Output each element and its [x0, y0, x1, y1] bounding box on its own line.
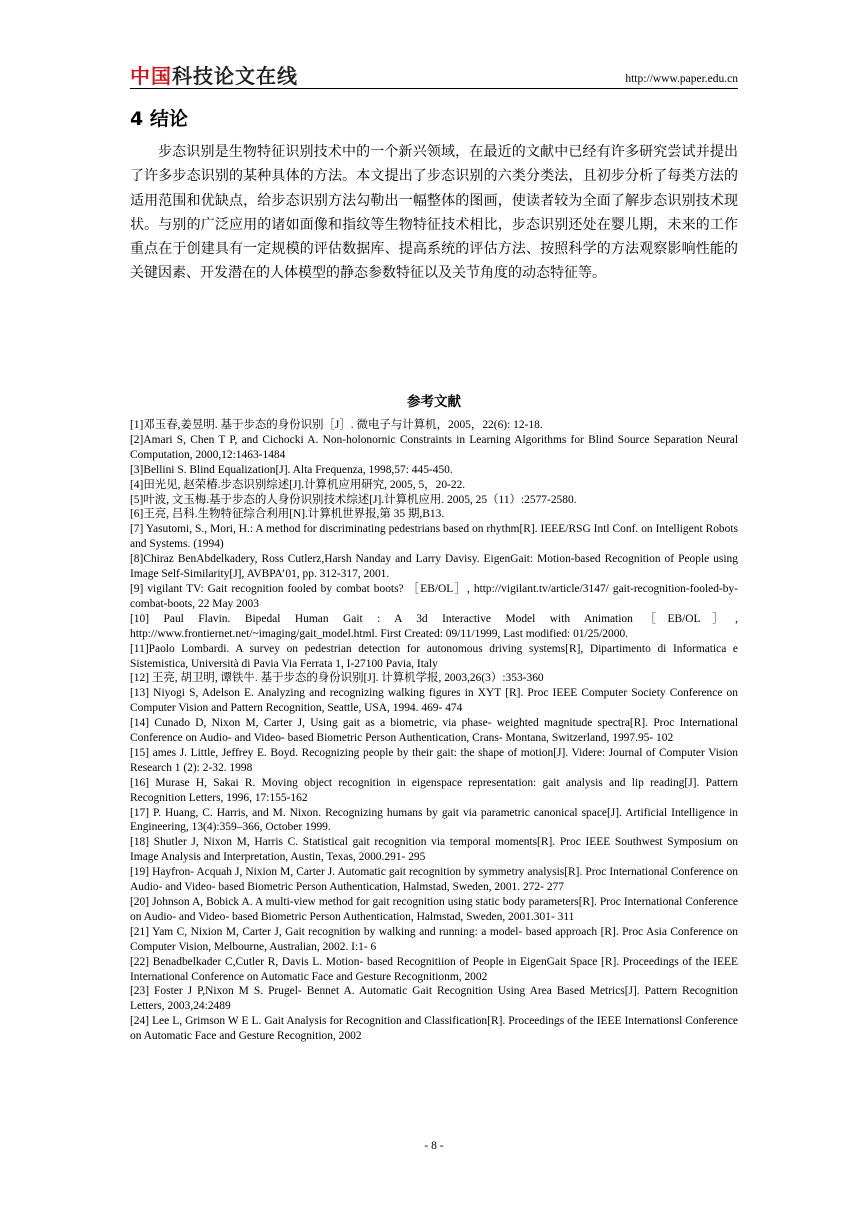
- reference-item: [6]王亮, 吕科.生物特征综合利用[N].计算机世界报,第 35 期,B13.: [130, 508, 445, 521]
- reference-item: [18] Shutler J, Nixon M, Harris C. Statistical gait recognition via temporal moments[R]. Proc IEEE Southwest Symposium on Image Analysis and Interpretation, Austin, Texas, 2000.291- 295: [130, 836, 738, 864]
- reference-item: [12] 王亮, 胡卫明, 谭铁牛. 基于步态的身份识别[J]. 计算机学报, 2003,26(3）:353-360: [130, 672, 544, 685]
- reference-item: [22] Benadbelkader C,Cutler R, Davis L. Motion- based Recognitiion of People in EigenGait Space [R]. Proceedings of the IEEE International Conference on Automatic Face and Gesture Recognitionm, 2002: [130, 955, 738, 983]
- reference-item: [23] Foster J P,Nixon M S. Prugel- Bennet A. Automatic Gait Recognition Using Area Based Metrics[J]. Pattern Recognition Letters, 2003,24:2489: [130, 985, 738, 1013]
- reference-item: [19] Hayfron- Acquah J, Nixion M, Carter J. Automatic gait recognition by symmetry analysis[R]. Proc International Conference on Audio- and Video- based Biometric Person Authentication, Halmstad, Sweden, 2001. 272- 277: [130, 866, 738, 894]
- references-heading: 参考文献: [407, 394, 461, 410]
- reference-item: [1]邓玉春,姜昱明. 基于步态的身份识别［J］. 微电子与计算机，2005，22(6): 12-18.: [130, 419, 543, 431]
- reference-item: [9] vigilant TV: Gait recognition fooled by combat boots? ［EB/OL］, http://vigilant.tv/article/3147/ gait-recognition-fooled-by-combat-boots, 22 May 2003: [130, 582, 738, 610]
- reference-list: [130, 418, 738, 1044]
- reference-item: [8]Chiraz BenAbdelkadery, Ross Cutlerz,Harsh Nanday and Larry Davisy. EigenGait: Motion-based Recognition of People using Image Self-Similarity[J], AVBPA’01, pp. 312-317, 2001.: [130, 553, 738, 581]
- reference-item: [2]Amari S, Chen T P, and Cichocki A. Non-holonornic Constraints in Learning Algorithms for Blind Source Separation Neural Computation, 2000,12:1463-1484: [130, 433, 738, 461]
- conclusion-paragraph: 步态识别是生物特征识别技术中的一个新兴领域，在最近的文献中已经有许多研究尝试并提出了许多步态识别的某种具体的方法。本文提出了步态识别的六类分类法，且初步分析了每类方法的适用范围和优缺点，给步态识别方法勾勒出一幅整体的图画，使读者较为全面了解步态识别技术现状。与别的广泛应用的诸如面像和指纹等生物特征技术相比，步态识别还处在婴儿期，未来的工作重点在于创建具有一定规模的评估数据库、提高系统的评估方法、按照科学的方法观察影响性能的关键因素、开发潜在的人体模型的静态参数特征以及关节角度的动态特征等。: [130, 144, 738, 282]
- reference-item: [7] Yasutomi, S., Mori, H.: A method for discriminating pedestrians based on rhythm[R]. IEEE/RSG Intl Conf. on Intelligent Robots and Systems. (1994): [130, 523, 738, 551]
- reference-item: [3]Bellini S. Blind Equalization[J]. Alta Frequenza, 1998,57: 445-450.: [130, 463, 453, 476]
- reference-item: [16] Murase H, Sakai R. Moving object recognition in eigenspace representation: gait analysis and lip reading[J]. Pattern Recognition Letters, 1996, 17:155-162: [130, 776, 738, 804]
- site-logo: [130, 60, 298, 89]
- page-header: [130, 58, 738, 89]
- reference-item: [17] P. Huang, C. Harris, and M. Nixon. Recognizing humans by gait via parametric canonical space[J]. Artificial Intelligence in Engineering, 13(4):359–366, October 1999.: [130, 806, 738, 834]
- logo-text-red: 中国: [130, 64, 172, 88]
- reference-item: [24] Lee L, Grimson W E L. Gait Analysis for Recognition and Classification[R]. Proceedings of the IEEE Internationsl Conference on Automatic Face and Gesture Recognition, 2002: [130, 1015, 738, 1043]
- reference-item: [5]叶波, 文玉梅.基于步态的人身份识别技术综述[J].计算机应用. 2005, 25（11）:2577-2580.: [130, 493, 577, 506]
- logo-text-dark: 科技论文在线: [172, 64, 298, 88]
- reference-item: [11]Paolo Lombardi. A survey on pedestrian detection for autonomous driving systems[R], Dipartimento di Informatica e Sistemistica, Università di Pavia Via Ferrata 1, I-27100 Pavia, Italy: [130, 642, 738, 670]
- reference-item: [20] Johnson A, Bobick A. A multi-view method for gait recognition using static body parameters[R]. Proc International Conference on Audio- and Video- based Biometric Person Authentication, Halmstad, Sweden, 2001.301- 311: [130, 896, 738, 923]
- page-number: - 8 -: [424, 1140, 444, 1152]
- reference-item: [10] Paul Flavin. Bipedal Human Gait : A 3d Interactive Model with Animation［EB/OL］, http://www.frontiernet.net/~imaging/gait_model.html. First Created: 09/11/1999, Last modified: 01/25/2000.: [130, 612, 738, 640]
- reference-item: [13] Niyogi S, Adelson E. Analyzing and recognizing walking figures in XYT [R]. Proc IEEE Computer Society Conference on Computer Vision and Pattern Recognition, Seattle, USA, 1994. 469- 474: [130, 687, 738, 715]
- reference-item: [4]田光见, 赵荣椿.步态识别综述[J].计算机应用研究, 2005, 5，20-22.: [130, 478, 466, 491]
- reference-item: [15] ames J. Little, Jeffrey E. Boyd. Recognizing people by their gait: the shape of motion[J]. Videre: Journal of Computer Vision Research 1 (2): 2-32. 1998: [130, 746, 738, 774]
- section-title: 4 结论: [130, 108, 188, 130]
- reference-item: [21] Yam C, Nixion M, Carter J, Gait recognition by walking and running: a model- based approach [R]. Proc Asia Conference on Computer Vision, Melbourne, Australian, 2002. I:1- 6: [130, 925, 738, 953]
- reference-item: [14] Cunado D, Nixon M, Carter J, Using gait as a biometric, via phase- weighted magnitude spectra[R]. Proc International Conference on Audio- and Video- based Biometric Person Authentication, Crans- Montana, Switzerland, 1997.95- 102: [130, 717, 738, 745]
- site-url[interactable]: http://www.paper.edu.cn: [625, 73, 738, 85]
